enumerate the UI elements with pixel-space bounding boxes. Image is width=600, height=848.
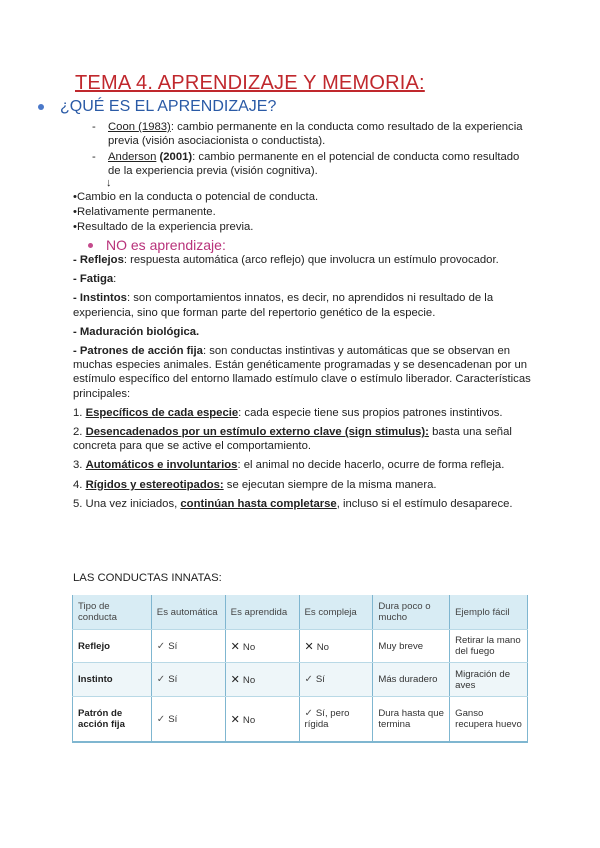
maduracion-paragraph <box>73 325 533 339</box>
patrones-paragraph <box>73 344 533 401</box>
properties-list <box>73 190 318 235</box>
table-cell <box>151 630 225 663</box>
table-cell <box>299 697 373 743</box>
item-text: basta una señal concreta para que se active el comportamiento. <box>73 426 512 453</box>
author-year: (1983) <box>138 121 171 133</box>
cross-icon: ✕ <box>230 674 240 686</box>
check-icon: ✓ <box>304 708 313 719</box>
item-text: : cada especie tiene sus propios patrones instintivos. <box>238 406 503 419</box>
term-text: : son conductas instintivas y automáticas que se observan en muchas especies animales. Están genéticamente programadas y se desencadenan por un estímulo específico del entorno llamado estímulo clave o estímulo liberador. Características principales: <box>73 345 531 400</box>
table-cell <box>225 697 299 743</box>
table-cell <box>225 663 299 697</box>
cell-value: No <box>316 641 329 653</box>
table-title: LAS CONDUCTAS INNATAS: <box>73 572 222 584</box>
column-header: Es automática <box>151 595 225 630</box>
column-header: Es compleja <box>299 595 373 630</box>
table-cell <box>151 697 225 743</box>
cell-value: Sí, pero rígida <box>304 708 350 730</box>
subheading-text: NO es aprendizaje: <box>106 237 226 253</box>
term-label: - Instintos <box>73 292 127 305</box>
subheading-no-aprendizaje <box>88 237 226 253</box>
check-icon: ✓ <box>156 674 166 685</box>
innate-behaviors-table <box>72 595 528 743</box>
item-number: 4. <box>73 478 86 491</box>
table-header-row <box>73 595 528 630</box>
definition-body: : cambio permanente en la conducta como resultado de la experiencia previa (visión asociacionista o conductista). <box>108 121 523 147</box>
check-icon: ✓ <box>304 674 313 685</box>
term-label: - Reflejos <box>73 254 124 266</box>
item-number: 5. Una vez iniciados, <box>73 497 181 510</box>
characteristic-item <box>73 425 533 453</box>
table-row <box>73 663 528 697</box>
property-item: •Relativamente permanente. <box>73 206 216 218</box>
table-row <box>73 630 528 663</box>
column-header: Tipo de conducta <box>73 595 152 630</box>
characteristic-item <box>73 497 533 511</box>
table-cell <box>299 630 373 663</box>
item-text: se ejecutan siempre de la misma manera. <box>223 478 437 491</box>
table-cell <box>151 663 225 697</box>
definition-item <box>92 150 532 178</box>
term-text: : respuesta automática (arco reflejo) que involucra un estímulo provocador. <box>123 254 499 266</box>
column-header: Ejemplo fácil <box>450 595 528 630</box>
dash-marker: - <box>92 151 96 163</box>
table-cell <box>225 630 299 663</box>
row-header: Patrón de acción fija <box>73 697 152 743</box>
author-name: Anderson <box>108 151 157 163</box>
reflejos-paragraph <box>73 253 533 267</box>
table-row <box>73 697 528 743</box>
definition-body: : cambio permanente en el potencial de conducta como resultado de la experiencia previa (visión cognitiva). <box>108 151 520 177</box>
definition-text <box>108 120 532 148</box>
item-label: Rígidos y estereotipados: <box>85 478 224 491</box>
item-label: Automáticos e involuntarios <box>85 459 238 472</box>
cell-value: Sí <box>315 674 325 685</box>
bullet-icon <box>38 104 44 110</box>
table-cell <box>299 663 373 697</box>
check-icon: ✓ <box>156 640 166 652</box>
fatiga-paragraph <box>73 272 533 286</box>
row-header: Reflejo <box>73 630 152 663</box>
property-item: •Resultado de la experiencia previa. <box>73 221 254 233</box>
term-label: - Fatiga <box>73 273 114 286</box>
section-heading-aprendizaje <box>38 98 276 116</box>
item-text: , incluso si el estímulo desaparece. <box>336 497 513 510</box>
definition-text <box>108 150 532 178</box>
table-cell: Dura hasta que termina <box>373 697 450 743</box>
row-header: Instinto <box>73 663 152 697</box>
term-text: : <box>113 273 117 286</box>
column-header: Es aprendida <box>225 595 299 630</box>
author-name: Coon <box>108 121 139 133</box>
column-header: Dura poco o mucho <box>373 595 450 630</box>
instintos-paragraph <box>73 291 533 319</box>
cell-value: Sí <box>168 713 178 725</box>
cross-icon: ✕ <box>230 640 240 653</box>
page-title: TEMA 4. APRENDIZAJE Y MEMORIA: <box>75 72 425 94</box>
table-cell: Retirar la mano del fuego <box>450 630 528 663</box>
item-text: : el animal no decide hacerlo, ocurre de forma refleja. <box>237 459 505 472</box>
definition-item <box>92 120 532 148</box>
item-label: Específicos de cada especie <box>85 406 239 419</box>
cell-value: No <box>242 675 256 686</box>
table-cell: Muy breve <box>373 630 450 663</box>
characteristic-item <box>73 478 533 492</box>
cell-value: No <box>242 714 256 726</box>
item-number: 3. <box>73 459 86 472</box>
not-learning-list <box>73 253 533 516</box>
author-year: (2001) <box>156 151 193 163</box>
term-text: : son comportamientos innatos, es decir, no aprendidos ni resultado de la experiencia, sino que forman parte del repertorio genético de la especie. <box>73 292 494 319</box>
cross-icon: ✕ <box>230 713 240 726</box>
characteristic-item <box>73 458 533 472</box>
table-cell: Más duradero <box>373 663 450 697</box>
item-label: Desencadenados por un estímulo externo clave (sign stimulus): <box>85 426 429 439</box>
item-number: 2. <box>73 426 86 439</box>
definitions-list <box>92 120 532 180</box>
characteristic-item <box>73 406 533 420</box>
down-arrow-icon: ↓ <box>106 177 112 189</box>
term-label: - Maduración biológica. <box>73 325 200 338</box>
table-cell: Ganso recupera huevo <box>450 697 528 743</box>
cell-value: Sí <box>168 674 178 685</box>
cross-icon: ✕ <box>304 640 314 653</box>
table-cell: Migración de aves <box>450 663 528 697</box>
item-number: 1. <box>73 406 86 419</box>
cell-value: Sí <box>168 640 178 652</box>
dash-marker: - <box>92 121 96 133</box>
check-icon: ✓ <box>156 713 166 725</box>
item-label: continúan hasta completarse <box>180 497 337 510</box>
term-label: - Patrones de acción fija <box>73 345 203 358</box>
cell-value: No <box>242 641 256 653</box>
section-heading-text: ¿QUÉ ES EL APRENDIZAJE? <box>60 98 277 115</box>
bullet-icon <box>88 243 93 248</box>
property-item: •Cambio en la conducta o potencial de conducta. <box>73 191 319 203</box>
